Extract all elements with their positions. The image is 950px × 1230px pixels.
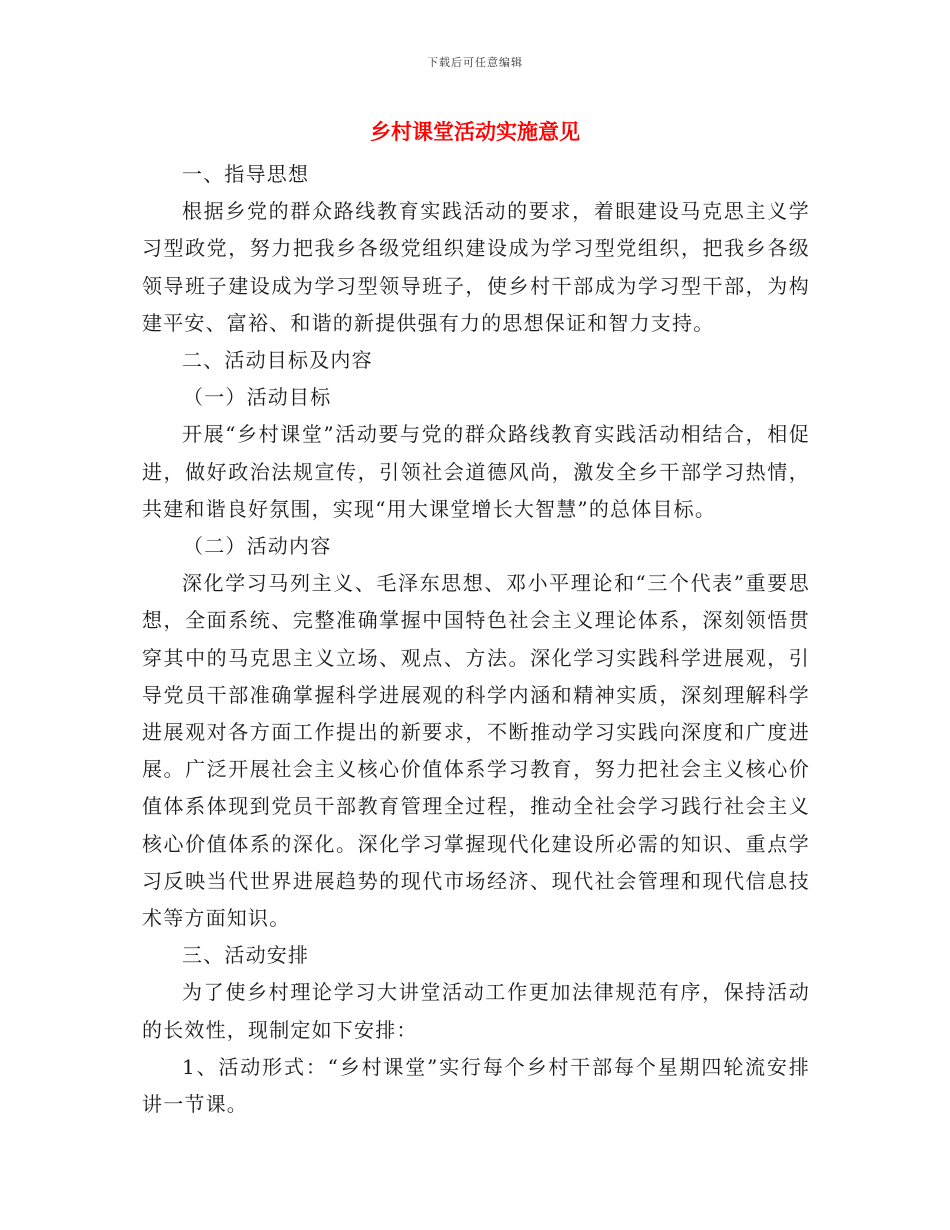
document-title: 乡村课堂活动实施意见 bbox=[370, 119, 580, 144]
section2-heading: 二、活动目标及内容 bbox=[182, 348, 373, 373]
section3-item1: 1、活动形式：“乡村课堂”实行每个乡村干部每个星期四轮流安排讲一节课。 bbox=[142, 1054, 810, 1117]
section3-paragraph: 为了使乡村理论学习大讲堂活动工作更加法律规范有序，保持活动的长效性，现制定如下安排： bbox=[142, 980, 810, 1042]
section3-heading: 三、活动安排 bbox=[182, 943, 310, 968]
section2-sub1-heading: （一）活动目标 bbox=[183, 385, 332, 410]
document-body bbox=[142, 156, 810, 1123]
section1-paragraph: 根据乡党的群众路线教育实践活动的要求，着眼建设马克思主义学习型政党，努力把我乡各级党组织建设成为学习型党组织，把我乡各级领导班子建设成为学习型领导班子，使乡村干部成为学习型干部，为构建平安、富裕、和谐的新提供强有力的思想保证和智力支持。 bbox=[142, 199, 810, 335]
section1-heading: 一、指导思想 bbox=[182, 162, 310, 186]
section2-sub2-paragraph: 深化学习马列主义、毛泽东思想、邓小平理论和“三个代表”重要思想，全面系统、完整准确掌握中国特色社会主义理论体系，深刻领悟贯穿其中的马克思主义立场、观点、方法。深化学习实践科学进展观，引导党员干部准确掌握科学进展观的科学内涵和精神实质，深刻理解科学进展观对各方面工作提出的新要求，不断推动学习实践向深度和广度进展。广泛开展社会主义核心价值体系学习教育，努力把社会主义核心价值体系体现到党员干部教育管理全过程，推动全社会学习践行社会主义核心价值体系的深化。深化学习掌握现代化建设所必需的知识、重点学习反映当代世界进展趋势的现代市场经济、现代社会管理和现代信息技术等方面知识。 bbox=[142, 571, 810, 931]
header-note: 下载后可任意编辑 bbox=[427, 56, 523, 69]
section2-sub1-paragraph: 开展“乡村课堂”活动要与党的群众路线教育实践活动相结合，相促进，做好政治法规宣传，引领社会道德风尚，激发全乡干部学习热情，共建和谐良好氛围，实现“用大课堂增长大智慧”的总体目标。 bbox=[142, 422, 810, 521]
section2-sub2-heading: （二）活动内容 bbox=[183, 534, 332, 559]
